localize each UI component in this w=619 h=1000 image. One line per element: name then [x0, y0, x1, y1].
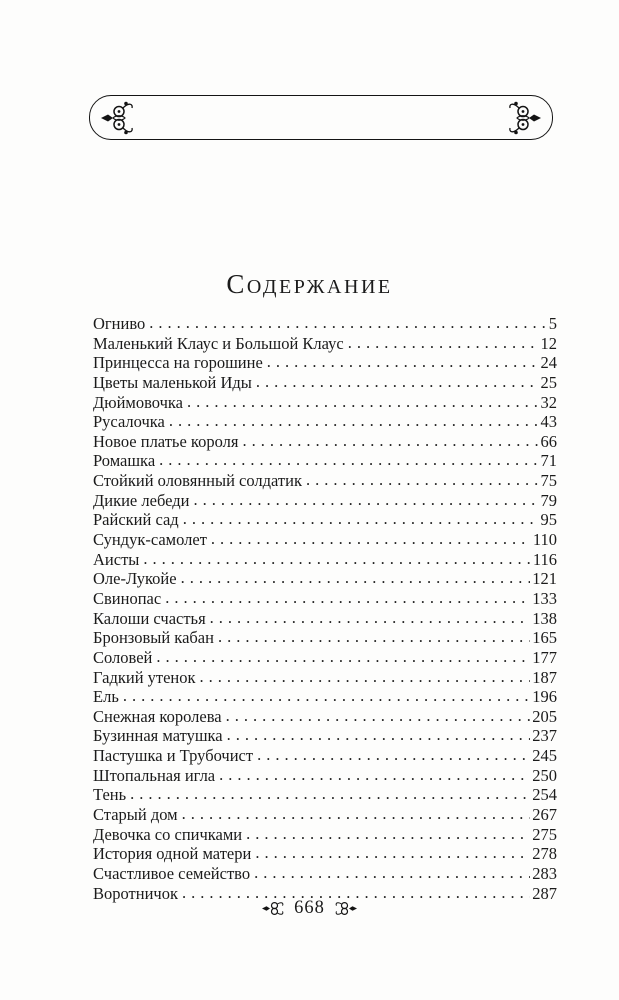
toc-dot-leader — [216, 765, 530, 785]
toc-entry-title: Новое платье короля — [93, 431, 239, 451]
toc-entry-title: Счастливое семейство — [93, 863, 251, 883]
toc-entry-title: Ромашка — [93, 451, 156, 471]
toc-entry-title: Оле-Лукойе — [93, 569, 177, 589]
toc-entry-title: Снежная королева — [93, 706, 222, 726]
toc-entry-title: Тень — [93, 785, 127, 805]
toc-entry — [93, 746, 557, 766]
toc-dot-leader — [239, 431, 538, 451]
toc-entry — [93, 432, 557, 452]
toc-dot-leader — [264, 352, 539, 372]
toc-entry-page: 187 — [532, 667, 557, 687]
header-ornament-band — [89, 95, 553, 140]
toc-entry-page: 165 — [532, 628, 557, 648]
toc-entry-page: 121 — [532, 569, 557, 589]
toc-entry-title: Девочка со спичками — [93, 824, 243, 844]
toc-entry-page: 5 — [548, 314, 557, 333]
toc-entry-page: 79 — [540, 490, 557, 510]
toc-entry-title: Аисты — [93, 549, 140, 569]
toc-entry — [93, 373, 557, 393]
toc-dot-leader — [127, 784, 530, 804]
toc-entry-page: 278 — [532, 844, 557, 864]
toc-dot-leader — [254, 745, 530, 765]
toc-entry-title: Воротничок — [93, 883, 178, 903]
toc-entry-page: 287 — [532, 883, 557, 903]
toc-entry — [93, 609, 557, 629]
toc-entry — [93, 530, 557, 550]
toc-entry-page: 254 — [532, 785, 557, 805]
toc-entry — [93, 412, 557, 432]
toc-dot-leader — [178, 568, 531, 588]
toc-entry-title: Стойкий оловянный солдатик — [93, 471, 302, 491]
toc-entry — [93, 589, 557, 609]
toc-dot-leader — [156, 450, 538, 470]
toc-entry-page: 116 — [532, 549, 557, 569]
toc-entry-title: Соловей — [93, 647, 153, 667]
toc-entry-page: 205 — [532, 706, 557, 726]
toc-dot-leader — [197, 667, 531, 687]
toc-entry-title: Гадкий утенок — [93, 667, 196, 687]
toc-entry — [93, 314, 557, 334]
toc-entry-page: 32 — [540, 392, 557, 412]
toc-entry-title: Сундук-самолет — [93, 530, 207, 550]
toc-entry-title: Дюймовочка — [93, 392, 183, 412]
page-title — [0, 264, 619, 301]
toc-dot-leader — [251, 863, 530, 883]
toc-entry-title: Райский сад — [93, 510, 179, 530]
page-title-rest: ОДЕРЖАНИЕ — [246, 276, 393, 298]
page-title-initial: С — [226, 269, 247, 299]
toc-entry — [93, 805, 557, 825]
toc-dot-leader — [215, 627, 530, 647]
toc-dot-leader — [224, 725, 531, 745]
toc-dot-leader — [207, 608, 531, 628]
toc-entry-title: Ель — [93, 687, 119, 707]
toc-entry-page: 43 — [540, 412, 557, 432]
toc-dot-leader — [146, 313, 546, 333]
toc-dot-leader — [252, 843, 530, 863]
toc-entry-title: Русалочка — [93, 412, 165, 432]
toc-entry-title: История одной матери — [93, 844, 252, 864]
toc-entry-page: 283 — [532, 863, 557, 883]
toc-entry — [93, 687, 557, 707]
toc-entry-page: 196 — [532, 687, 557, 707]
toc-entry-page: 250 — [532, 765, 557, 785]
toc-entry — [93, 766, 557, 786]
toc-entry — [93, 353, 557, 373]
toc-entry-page: 75 — [540, 471, 557, 491]
toc-entry — [93, 550, 557, 570]
toc-dot-leader — [190, 490, 538, 510]
fleuron-left-icon — [261, 901, 285, 916]
toc-entry-page: 66 — [540, 431, 557, 451]
toc-entry-page: 110 — [532, 530, 557, 550]
toc-entry — [93, 510, 557, 530]
toc-entry — [93, 569, 557, 589]
toc-entry-page: 138 — [532, 608, 557, 628]
toc-dot-leader — [253, 372, 539, 392]
toc-entry — [93, 668, 557, 688]
toc-entry-page: 24 — [540, 353, 557, 373]
toc-entry-title: Принцесса на горошине — [93, 353, 263, 373]
toc-dot-leader — [303, 470, 539, 490]
toc-entry — [93, 393, 557, 413]
toc-entry-title: Бузинная матушка — [93, 726, 223, 746]
toc-dot-leader — [345, 333, 539, 353]
toc-dot-leader — [166, 411, 539, 431]
toc-entry-title: Старый дом — [93, 805, 178, 825]
folio-page-number: 668 — [294, 898, 325, 918]
toc-dot-leader — [179, 804, 531, 824]
toc-entry-page: 275 — [532, 824, 557, 844]
toc-entry-page: 237 — [532, 726, 557, 746]
toc-entry — [93, 825, 557, 845]
toc-entry-title: Штопальная игла — [93, 765, 216, 785]
toc-entry — [93, 628, 557, 648]
toc-entry — [93, 844, 557, 864]
floral-flourish-left-icon — [97, 99, 139, 137]
toc-entry — [93, 785, 557, 805]
toc-entry-title: Свинопас — [93, 588, 162, 608]
toc-entry-page: 95 — [540, 510, 557, 530]
toc-entry-page: 267 — [532, 805, 557, 825]
toc-entry-page: 177 — [532, 647, 557, 667]
toc-dot-leader — [184, 392, 539, 412]
toc-entry-page: 133 — [532, 588, 557, 608]
toc-entry — [93, 491, 557, 511]
toc-list — [93, 314, 557, 903]
toc-dot-leader — [120, 686, 530, 706]
toc-dot-leader — [208, 529, 531, 549]
toc-entry-page: 245 — [532, 746, 557, 766]
toc-entry-title: Маленький Клаус и Большой Клаус — [93, 333, 344, 353]
toc-entry — [93, 471, 557, 491]
toc-dot-leader — [223, 706, 531, 726]
toc-entry-title: Огниво — [93, 314, 146, 333]
page-footer — [0, 898, 619, 919]
toc-entry-title: Дикие лебеди — [93, 490, 190, 510]
toc-dot-leader — [153, 647, 530, 667]
toc-entry — [93, 648, 557, 668]
toc-dot-leader — [140, 549, 530, 569]
toc-entry — [93, 334, 557, 354]
toc-entry — [93, 451, 557, 471]
toc-entry-page: 12 — [540, 333, 557, 353]
toc-entry — [93, 707, 557, 727]
floral-flourish-right-icon — [503, 99, 545, 137]
toc-entry-title: Калоши счастья — [93, 608, 206, 628]
toc-entry — [93, 726, 557, 746]
toc-entry-title: Бронзовый кабан — [93, 628, 214, 648]
toc-entry-page: 25 — [540, 372, 557, 392]
fleuron-right-icon — [334, 901, 358, 916]
toc-entry — [93, 864, 557, 884]
toc-entry-page: 71 — [540, 451, 557, 471]
toc-dot-leader — [180, 509, 539, 529]
toc-entry-title: Цветы маленькой Иды — [93, 372, 252, 392]
toc-dot-leader — [162, 588, 530, 608]
toc-dot-leader — [243, 824, 530, 844]
toc-entry-title: Пастушка и Трубочист — [93, 746, 254, 766]
